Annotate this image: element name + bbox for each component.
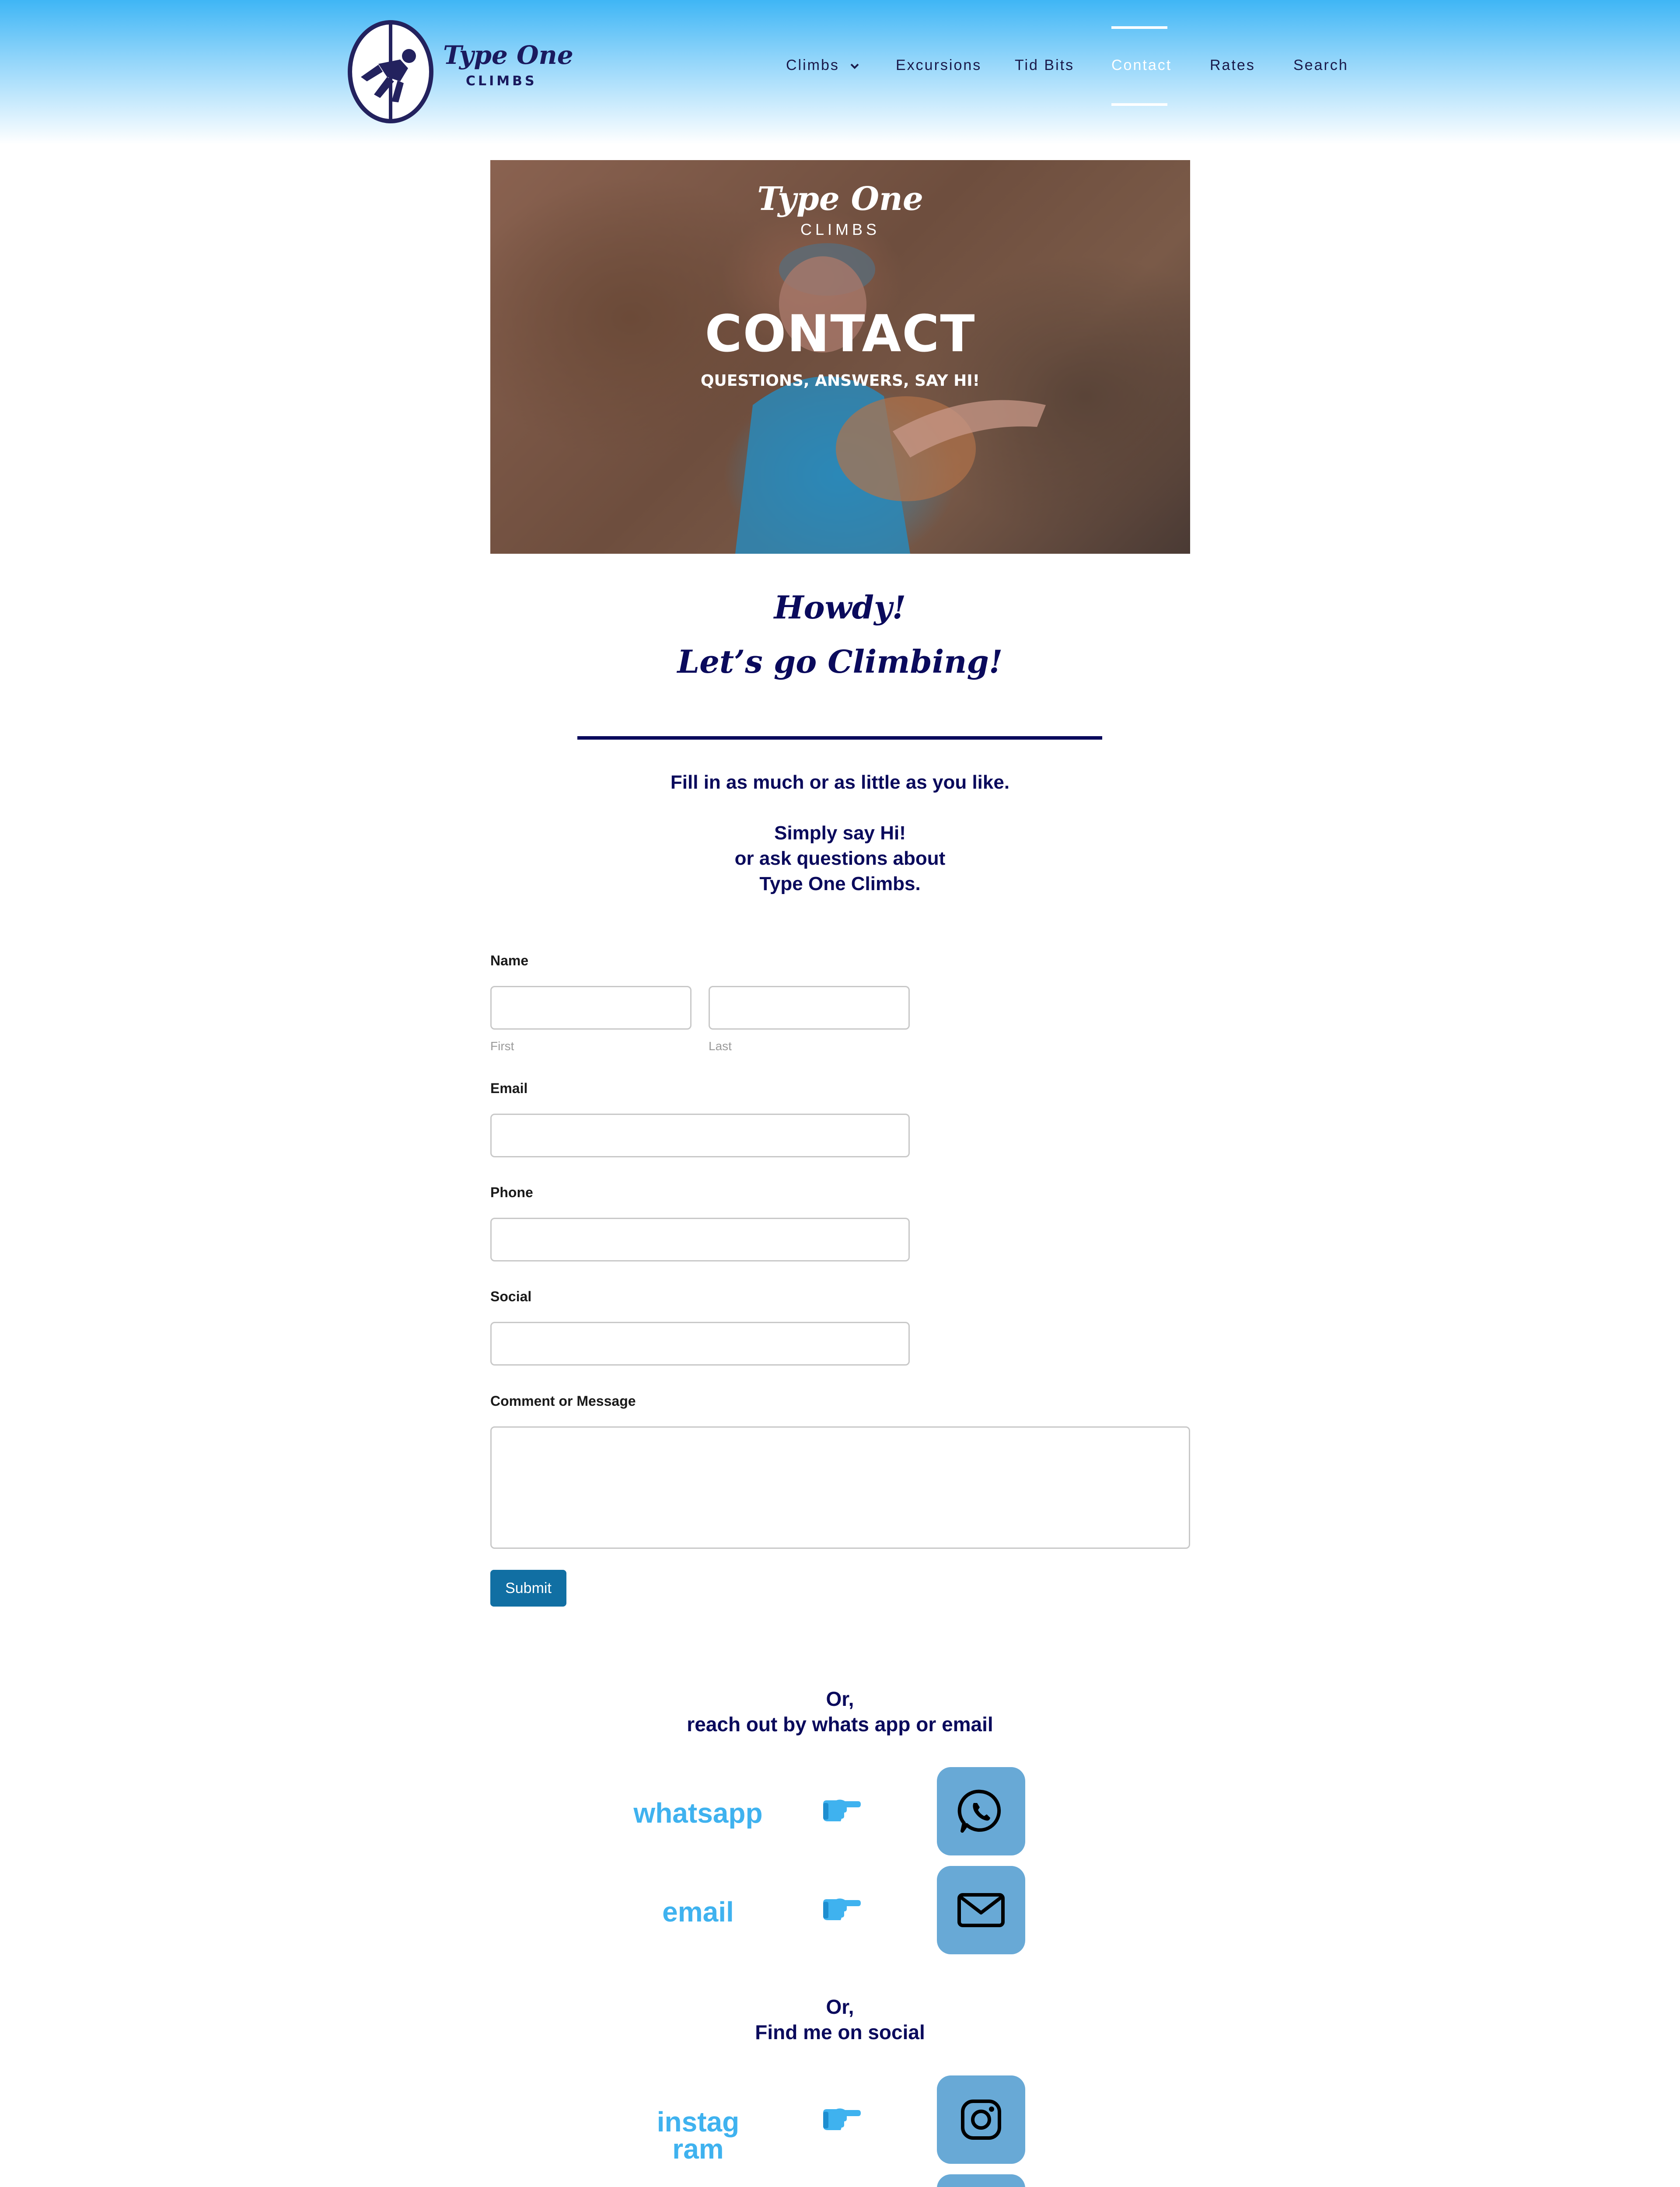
first-name-hint: First [490, 1039, 514, 1053]
hero-subtitle: QUESTIONS, ANSWERS, SAY HI! [700, 372, 980, 390]
instagram-button[interactable] [937, 2075, 1025, 2164]
section-divider [577, 736, 1102, 740]
hero-brand-subtitle: CLIMBS [800, 220, 880, 238]
email-label: Email [490, 1080, 528, 1096]
nav-item-tid-bits[interactable]: Tid Bits [1015, 57, 1075, 73]
reach-heading-2: reach out by whats app or email [687, 1713, 993, 1736]
phone-input[interactable] [490, 1218, 910, 1261]
instagram-icon [959, 2098, 1003, 2142]
hero-brand-title: Type One [757, 180, 923, 218]
email-button[interactable] [937, 1866, 1025, 1954]
last-name-hint: Last [709, 1039, 732, 1053]
social-input[interactable] [490, 1322, 910, 1366]
nav-active-indicator-top [1111, 26, 1167, 29]
pointing-hand-icon [821, 1896, 861, 1922]
brand-subtitle: CLIMBS [466, 73, 537, 89]
nav-item-search[interactable]: Search [1293, 57, 1348, 73]
intro-line-4: Type One Climbs. [759, 873, 921, 894]
first-name-input[interactable] [490, 986, 692, 1030]
intro-line-1: Fill in as much or as little as you like. [670, 772, 1010, 793]
envelope-icon [957, 1893, 1005, 1928]
facebook-button[interactable] [937, 2174, 1025, 2187]
hero-banner [490, 160, 1190, 554]
intro-line-3: or ask questions about [734, 848, 946, 869]
nav-item-climbs[interactable] [786, 57, 859, 74]
name-label: Name [490, 953, 529, 968]
nav-item-rates[interactable]: Rates [1210, 57, 1255, 73]
pointing-hand-icon [821, 2106, 861, 2132]
chevron-down-icon [850, 63, 859, 70]
nav-item-contact[interactable]: Contact [1111, 57, 1172, 73]
instagram-label-line-1: instag [657, 2106, 740, 2138]
nav-item-label: Climbs [786, 57, 839, 73]
social-label: Social [490, 1289, 532, 1304]
greeting-line-2: Let’s go Climbing! [677, 643, 1003, 680]
whatsapp-icon [957, 1787, 1005, 1835]
greeting-line-1: Howdy! [774, 589, 906, 626]
email-input[interactable] [490, 1114, 910, 1157]
whatsapp-label: whatsapp [633, 1797, 763, 1829]
hero-title: CONTACT [705, 304, 976, 363]
instagram-label [611, 2108, 786, 2163]
phone-label: Phone [490, 1184, 533, 1200]
nav-item-excursions[interactable]: Excursions [896, 57, 982, 73]
social-heading-2: Find me on social [755, 2021, 925, 2044]
submit-button[interactable]: Submit [490, 1570, 566, 1607]
brand-title: Type One [443, 40, 573, 70]
message-textarea[interactable] [490, 1426, 1190, 1549]
site-header [0, 0, 1680, 144]
reach-heading-1: Or, [826, 1687, 854, 1710]
instagram-label-line-2: ram [672, 2133, 724, 2165]
last-name-input[interactable] [709, 986, 910, 1030]
message-label: Comment or Message [490, 1393, 636, 1409]
social-heading-1: Or, [826, 1995, 854, 2018]
intro-line-2: Simply say Hi! [774, 822, 906, 844]
whatsapp-button[interactable] [937, 1767, 1025, 1855]
pointing-hand-icon [821, 1797, 861, 1823]
nav-active-indicator-bottom [1111, 103, 1167, 106]
email-option-label: email [662, 1896, 734, 1928]
main-nav [0, 26, 1680, 109]
